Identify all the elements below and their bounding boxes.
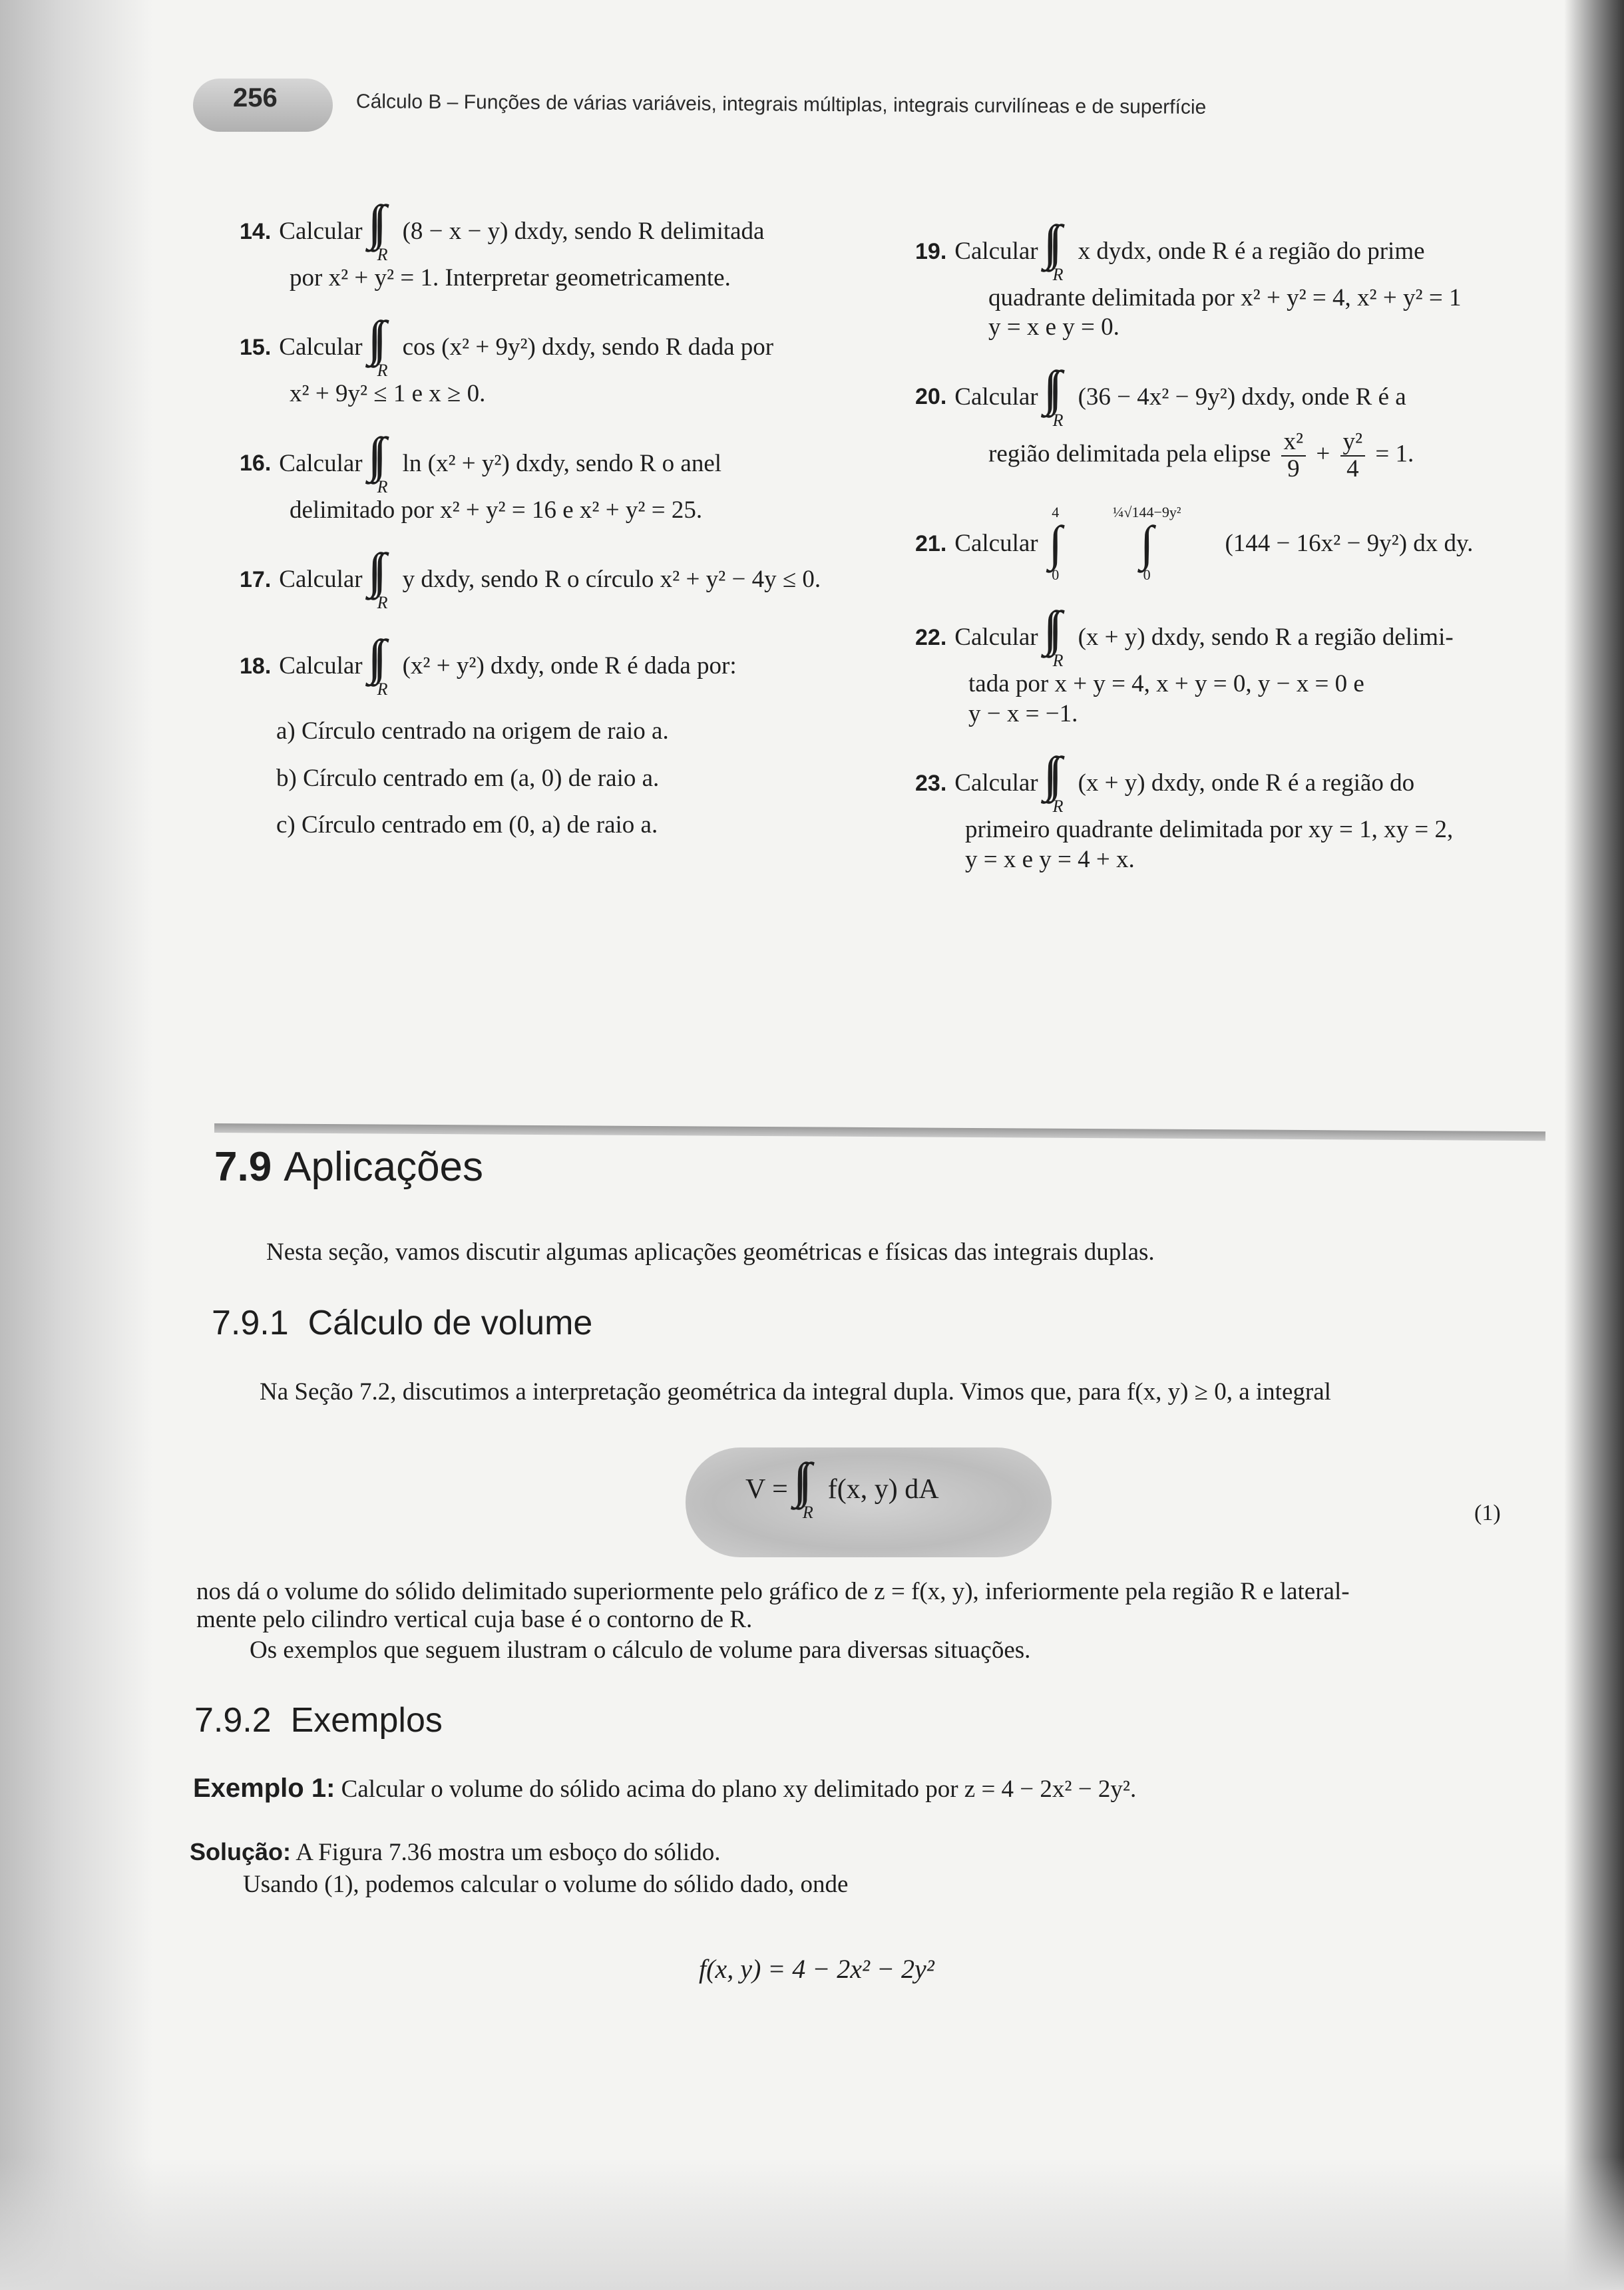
exercise-18-items bbox=[240, 717, 905, 840]
example-text: Calcular o volume do sólido acima do plano xy delimitado por z = 4 − 2x² − 2y². bbox=[341, 1776, 1137, 1803]
paragraph: nos dá o volume do sólido delimitado superiormente pelo gráfico de z = f(x, y), inferiormente pela região R e lateral- bbox=[196, 1578, 1350, 1605]
section-number: 7.9 bbox=[214, 1144, 272, 1190]
exercise-number: 23. bbox=[915, 770, 947, 796]
volume-formula bbox=[745, 1457, 939, 1521]
fraction bbox=[1281, 429, 1307, 482]
formula-lhs: V = bbox=[745, 1474, 788, 1505]
paragraph: mente pelo cilindro vertical cuja base é o contorno de R. bbox=[196, 1606, 753, 1633]
double-integral-sign bbox=[373, 634, 392, 698]
exercise-21 bbox=[915, 504, 1581, 583]
integrand-text: (36 − 4x² − 9y²) dxdy, onde R é a bbox=[1078, 383, 1406, 411]
exercise-17 bbox=[240, 548, 905, 612]
solution-label: Solução: bbox=[190, 1838, 292, 1865]
lower-limit: 0 bbox=[1143, 566, 1151, 584]
formula-rhs: f(x, y) dA bbox=[827, 1474, 939, 1505]
solution bbox=[190, 1838, 720, 1867]
exercise-16 bbox=[240, 432, 905, 525]
section-title bbox=[214, 1143, 483, 1191]
exercises-left-column bbox=[240, 200, 905, 862]
exercise-number: 15. bbox=[240, 334, 272, 360]
exercise-number: 17. bbox=[240, 566, 272, 592]
integral-region-label: R bbox=[377, 477, 388, 496]
equation-rhs: = 1. bbox=[1375, 440, 1414, 468]
double-integral-sign bbox=[373, 432, 392, 496]
subsection-number: 7.9.2 bbox=[194, 1701, 272, 1740]
fraction bbox=[1340, 429, 1366, 482]
list-item: a) Círculo centrado na origem de raio a. bbox=[276, 717, 669, 745]
exercise-number: 22. bbox=[915, 625, 947, 651]
integral-region-label: R bbox=[1052, 797, 1064, 817]
paragraph: Os exemplos que seguem ilustram o cálculo de volume para diversas situações. bbox=[250, 1636, 1031, 1664]
integrand-text: (8 − x − y) dxdy, sendo R delimitada bbox=[402, 217, 765, 245]
subsection-name: Cálculo de volume bbox=[307, 1304, 593, 1342]
double-integral-sign bbox=[373, 200, 392, 264]
exercise-continuation: delimitado por x² + y² = 16 e x² + y² = 25. bbox=[290, 496, 703, 524]
exercise-continuation bbox=[915, 429, 1581, 482]
denominator: 9 bbox=[1287, 455, 1300, 482]
exercise-18 bbox=[240, 634, 905, 840]
solution-text: A Figura 7.36 mostra um esboço do sólido. bbox=[296, 1839, 721, 1866]
numerator: y² bbox=[1340, 429, 1366, 457]
exercise-number: 19. bbox=[915, 238, 947, 264]
integral-region-label: R bbox=[377, 245, 388, 264]
integrand-text: x dydx, onde R é a região do prime bbox=[1078, 237, 1425, 265]
subsection-name: Exemplos bbox=[290, 1701, 443, 1740]
outer-integral-sign: 4 ∫ 0 bbox=[1048, 504, 1062, 584]
integral-region-label: R bbox=[1052, 265, 1064, 284]
example-1 bbox=[193, 1774, 1136, 1804]
double-integral-sign bbox=[373, 315, 392, 379]
exercise-number: 16. bbox=[240, 451, 272, 477]
double-integral-sign bbox=[373, 548, 392, 612]
double-integral-sign bbox=[1049, 606, 1068, 669]
exercise-continuation: quadrante delimitada por x² + y² = 4, x² + y² = 1 bbox=[988, 284, 1462, 311]
exercise-verb: Calcular bbox=[954, 769, 1038, 797]
exercise-continuation: y − x = −1. bbox=[968, 699, 1078, 727]
upper-limit: 4 bbox=[1052, 504, 1060, 521]
numerator: x² bbox=[1281, 429, 1307, 457]
exercise-verb: Calcular bbox=[279, 217, 363, 245]
inner-integral-sign: ¼√144−9y² ∫ 0 bbox=[1112, 504, 1181, 584]
list-item: c) Círculo centrado em (0, a) de raio a. bbox=[276, 811, 658, 839]
exercise-22 bbox=[915, 606, 1581, 729]
exercise-verb: Calcular bbox=[279, 333, 363, 361]
exercise-continuation: y = x e y = 0. bbox=[988, 313, 1119, 341]
double-integral-sign bbox=[799, 1457, 817, 1521]
section-intro: Nesta seção, vamos discutir algumas aplicações geométricas e físicas das integrais duplas. bbox=[266, 1239, 1155, 1266]
exercise-23 bbox=[915, 751, 1581, 874]
exercises-right-column bbox=[915, 220, 1581, 897]
exercise-15 bbox=[240, 315, 905, 409]
exercise-verb: Calcular bbox=[954, 624, 1038, 652]
exercise-verb: Calcular bbox=[279, 565, 363, 593]
exercise-continuation: x² + 9y² ≤ 1 e x ≥ 0. bbox=[290, 380, 486, 408]
double-integral-sign bbox=[1049, 365, 1068, 429]
plus-sign: + bbox=[1316, 440, 1330, 468]
exercise-continuation: por x² + y² = 1. Interpretar geometricamente. bbox=[290, 264, 731, 291]
exercise-verb: Calcular bbox=[279, 449, 363, 477]
exercise-14 bbox=[240, 200, 905, 293]
lower-limit: 0 bbox=[1052, 566, 1060, 584]
exercise-verb: Calcular bbox=[954, 383, 1038, 411]
list-item: b) Círculo centrado em (a, 0) de raio a. bbox=[276, 764, 660, 792]
exercise-number: 21. bbox=[915, 531, 947, 557]
paragraph: Na Seção 7.2, discutimos a interpretação geométrica da integral dupla. Vimos que, para f(x, y) ≥ 0, a integral bbox=[260, 1378, 1331, 1406]
integral-region-label: R bbox=[1052, 651, 1064, 671]
exercise-verb: Calcular bbox=[954, 237, 1038, 265]
exercise-number: 18. bbox=[240, 653, 272, 679]
running-head: Cálculo B – Funções de várias variáveis, integrais múltiplas, integrais curvilíneas e de superfície bbox=[355, 91, 1207, 118]
exercise-verb: Calcular bbox=[954, 530, 1038, 558]
subsection-title bbox=[212, 1303, 592, 1343]
equation-number: (1) bbox=[1474, 1501, 1501, 1525]
exercise-continuation: primeiro quadrante delimitada por xy = 1, xy = 2, bbox=[965, 816, 1454, 844]
double-integral-sign bbox=[1049, 751, 1068, 815]
final-formula: f(x, y) = 4 − 2x² − 2y² bbox=[699, 1954, 934, 1984]
ellipse-text: região delimitada pela elipse bbox=[988, 440, 1271, 468]
integrand-text: cos (x² + 9y²) dxdy, sendo R dada por bbox=[402, 333, 774, 361]
upper-limit: ¼√144−9y² bbox=[1112, 504, 1181, 521]
exercise-number: 14. bbox=[240, 218, 272, 244]
double-integral-sign bbox=[1049, 220, 1068, 284]
exercise-19 bbox=[915, 220, 1581, 343]
integrand-text: (x² + y²) dxdy, onde R é dada por: bbox=[402, 652, 737, 679]
exercise-verb: Calcular bbox=[279, 652, 363, 679]
exercise-20 bbox=[915, 365, 1581, 482]
integral-region-label: R bbox=[377, 679, 388, 699]
integral-region-label: R bbox=[377, 361, 388, 381]
denominator: 4 bbox=[1346, 455, 1359, 482]
integrand-text: (x + y) dxdy, onde R é a região do bbox=[1078, 769, 1415, 797]
example-label: Exemplo 1: bbox=[193, 1774, 335, 1803]
integrand-text: (144 − 16x² − 9y²) dx dy. bbox=[1225, 530, 1474, 558]
integrand-text: (x + y) dxdy, sendo R a região delimi- bbox=[1078, 624, 1454, 652]
section-rule bbox=[214, 1123, 1545, 1141]
subsection-title bbox=[194, 1700, 443, 1740]
paragraph: Usando (1), podemos calcular o volume do sólido dado, onde bbox=[243, 1871, 849, 1898]
integrand-text: y dxdy, sendo R o círculo x² + y² − 4y ≤ 0. bbox=[402, 565, 821, 593]
integrand-text: ln (x² + y²) dxdy, sendo R o anel bbox=[402, 449, 722, 477]
exercise-continuation: y = x e y = 4 + x. bbox=[965, 845, 1135, 873]
exercise-continuation: tada por x + y = 4, x + y = 0, y − x = 0 e bbox=[968, 670, 1364, 698]
section-name: Aplicações bbox=[284, 1144, 484, 1190]
subsection-number: 7.9.1 bbox=[212, 1304, 289, 1342]
page-number: 256 bbox=[233, 83, 278, 112]
exercise-number: 20. bbox=[915, 384, 947, 410]
integral-region-label: R bbox=[377, 593, 388, 613]
integral-region-label: R bbox=[1052, 410, 1064, 430]
integral-region-label: R bbox=[802, 1503, 813, 1522]
